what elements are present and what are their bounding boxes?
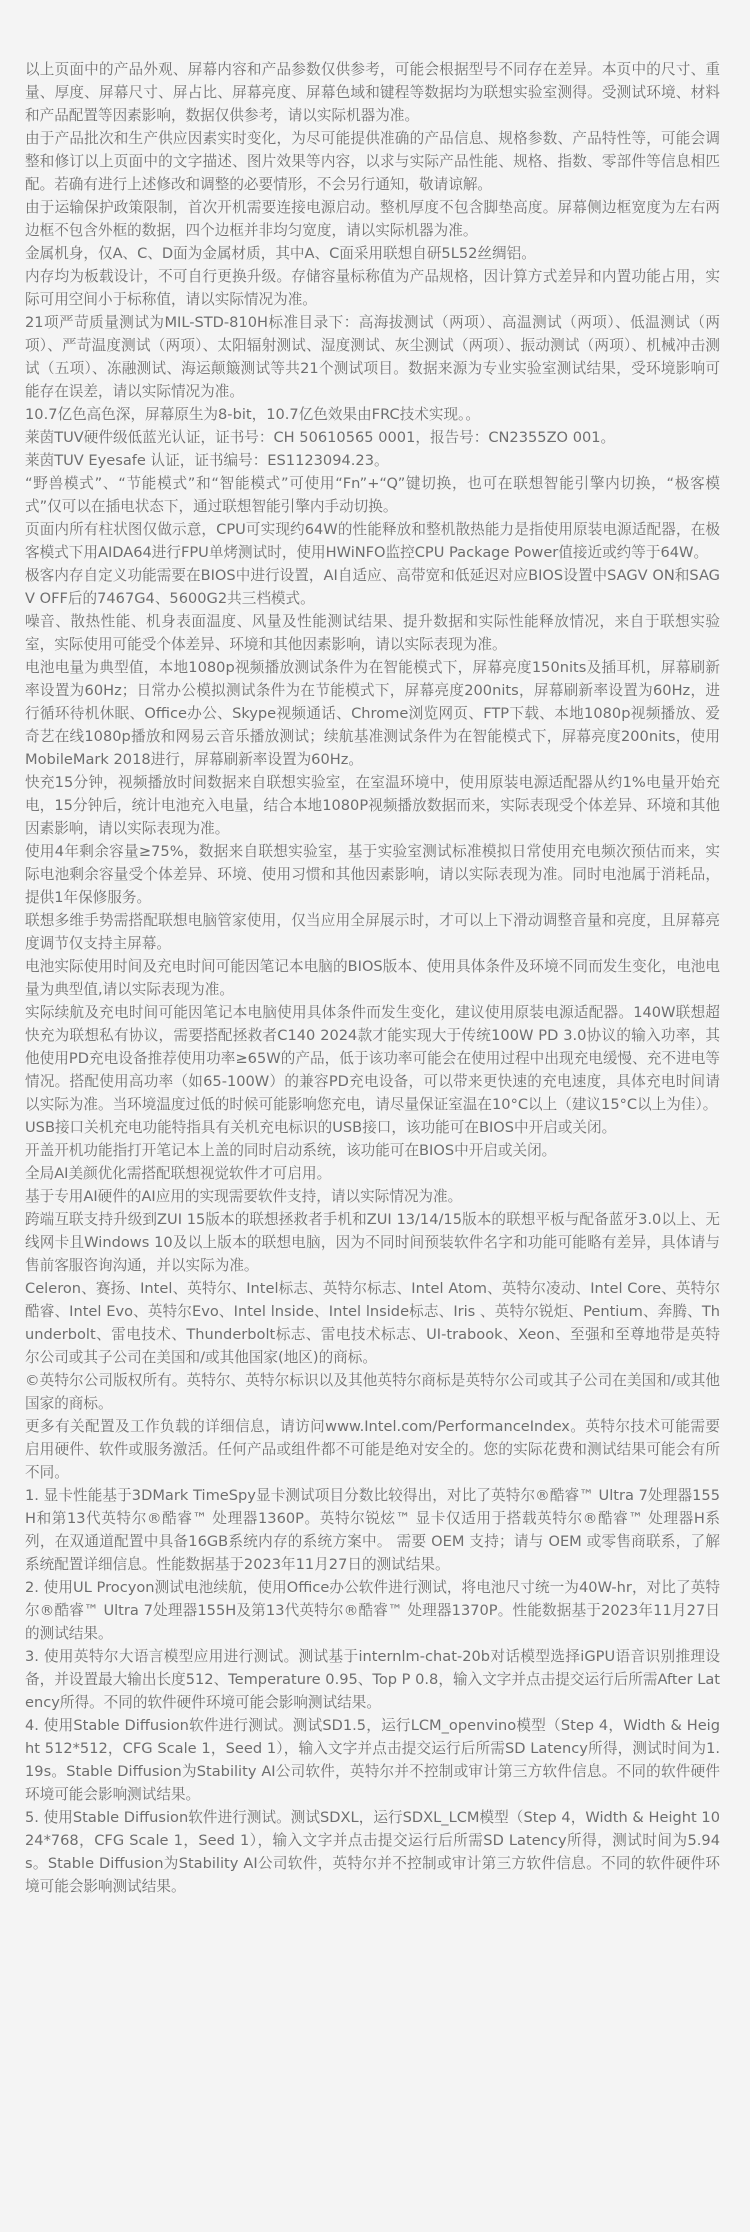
disclaimer-mil-std-tests: 21项严苛质量测试为MIL-STD-810H标准目录下：高海拔测试（两项）、高温测试（两项）、低温测试（两项）、严苛温度测试（两项）、太阳辐射测试、湿度测试、灰尘测试（两项）、振动测试（两项）、机械冲击测试（五项）、冻融测试、海运颠簸测试等共21个测试项目。数据来源为专业实验室测试结果，受环境影响可能存在误差，请以实际情况为准。	[25, 314, 720, 400]
disclaimer-intel-trademarks: Celeron、赛扬、Intel、英特尔、Intel标志、英特尔标志、Intel Atom、英特尔凌动、Intel Core、英特尔酷睿、Intel Evo、英特尔Evo、Intel lnside、Intel lnside标志、Iris 、英特尔锐炬、Pentium、奔腾、Thunderbolt、雷电技术、Thunderbolt标志、雷电技术标志、UI-trabook、Xeon、至强和至尊地带是英特尔公司或其子公司在美国和/或其他国家(地区)的商标。	[25, 1280, 720, 1366]
disclaimer-tuv-eyesafe: 莱茵TUV Eyesafe 认证，证书编号：ES1123094.23。	[25, 452, 389, 469]
disclaimer-lid-open-boot: 开盖开机功能指打开笔记本上盖的同时启动系统，该功能可在BIOS中开启或关闭。	[25, 1142, 557, 1159]
footnote-item: 4. 使用Stable Diffusion软件进行测试。测试SD1.5，运行LCM_openvino模型（Step 4，Width & Height 512*512，CFG Scale 1，Seed 1），输入文字并点击提交运行后所需SD Latency所得，测试时间为1.19s。Stable Diffusion为Stability AI公司软件，英特尔并不控制或审计第三方软件信息。不同的软件硬件环境可能会影响测试结果。	[25, 1717, 720, 1803]
footnote-item: 1. 显卡性能基于3DMark TimeSpy显卡测试项目分数比较得出，对比了英特尔®酷睿™ Ultra 7处理器155H和第13代英特尔®酷睿™ 处理器1360P。英特尔锐炫™ 显卡仅适用于搭载英特尔®酷睿™ 处理器H系列，在双通道配置中具备16GB系统内存的系统方案中。 需要 OEM 支持；请与 OEM 或零售商联系，了解系统配置详细信息。性能数据基于2023年11月27日的测试结果。	[25, 1487, 720, 1573]
disclaimer-charging-adapter: 实际续航及充电时间可能因笔记本电脑使用具体条件而发生变化，建议使用原装电源适配器。140W联想超快充为联想私有协议，需要搭配拯救者C140 2024款才能实现大于传统100W PD 3.0协议的输入功率，其他使用PD充电设备推荐使用功率≥65W的产品，低于该功率可能会在使用过程中出现充电缓慢、充不进电等情况。搭配使用高功率（如65-100W）的兼容PD充电设备，可以带来更快速的充电速度，具体充电时间请以实际为准。当环境温度过低的时候可能影响您充电，请尽量保证室温在10°C以上（建议15°C以上为佳）。	[25, 1004, 720, 1113]
disclaimer-battery-capacity: 使用4年剩余容量≥75%，数据来自联想实验室，基于实验室测试标准模拟日常使用充电频次预估而来，实际电池剩余容量受个体差异、环境、使用习惯和其他因素影响，请以实际表现为准。同时电池属于消耗品，提供1年保修服务。	[25, 843, 720, 906]
disclaimer-first-boot-power: 由于运输保护政策限制，首次开机需要连接电源启动。整机厚度不包含脚垫高度。屏幕侧边框宽度为左右两边框不包含外框的数据，四个边框并非均匀宽度，请以实际机器为准。	[25, 199, 720, 239]
footnote-item: 5. 使用Stable Diffusion软件进行测试。测试SDXL，运行SDXL_LCM模型（Step 4，Width & Height 1024*768，CFG Scale 1，Seed 1），输入文字并点击提交运行后所需SD Latency所得，测试时间为5.94s。Stable Diffusion为Stability AI公司软件，英特尔并不控制或审计第三方软件信息。不同的软件硬件环境可能会影响测试结果。	[25, 1809, 720, 1895]
disclaimer-noise-thermal: 噪音、散热性能、机身表面温度、风量及性能测试结果、提升数据和实际性能释放情况，来自于联想实验室，实际使用可能受个体差异、环境和其他因素影响，请以实际表现为准。	[25, 613, 720, 653]
disclaimer-cpu-power: 页面内所有柱状图仅做示意，CPU可实现约64W的性能释放和整机散热能力是指使用原装电源适配器，在极客模式下用AIDA64进行FPU单烤测试时，使用HWiNFO监控CPU Package Power值接近或约等于64W。	[25, 521, 720, 561]
disclaimer-cross-device: 跨端互联支持升级到ZUI 15版本的联想拯救者手机和ZUI 13/14/15版本的联想平板与配备蓝牙3.0以上、无线网卡且Windows 10及以上版本的联想电脑，因为不同时间预装软件名字和功能可能略有差异，具体请与售前客服咨询沟通，并以实际为准。	[25, 1211, 720, 1274]
disclaimer-ai-hardware: 基于专用AI硬件的AI应用的实现需要软件支持，请以实际情况为准。	[25, 1188, 463, 1205]
disclaimer-battery-time: 电池实际使用时间及充电时间可能因笔记本电脑的BIOS版本、使用具体条件及环境不同而发生变化，电池电量为典型值,请以实际表现为准。	[25, 958, 720, 998]
disclaimer-metal-body: 金属机身，仅A、C、D面为金属材质，其中A、C面采用联想自研5L52丝绸铝。	[25, 245, 536, 262]
footnote-item: 2. 使用UL Procyon测试电池续航，使用Office办公软件进行测试，将电池尺寸统一为40W-hr，对比了英特尔®酷睿™ Ultra 7处理器155H及第13代英特尔®酷睿™ 处理器1370P。性能数据基于2023年11月27日的测试结果。	[25, 1579, 720, 1642]
footnote-list	[25, 1484, 720, 1898]
disclaimer-fast-charge: 快充15分钟，视频播放时间数据来自联想实验室，在室温环境中，使用原装电源适配器从约1%电量开始充电，15分钟后，统计电池充入电量，结合本地1080P视频播放数据而来，实际表现受个体差异、环境和其他因素影响，请以实际表现为准。	[25, 774, 720, 837]
disclaimer-battery-tests: 电池电量为典型值，本地1080p视频播放测试条件为在智能模式下，屏幕亮度150nits及插耳机，屏幕刷新率设置为60Hz；日常办公模拟测试条件为在节能模式下，屏幕亮度200nits，屏幕刷新率设置为60Hz，进行循环待机休眠、Office办公、Skype视频通话、Chrome浏览网页、FTP下载、本地1080p视频播放、爱奇艺在线1080p播放和网易云音乐播放测试；续航基准测试条件为在智能模式下，屏幕亮度200nits，使用MobileMark 2018进行，屏幕刷新率设置为60Hz。	[25, 659, 720, 768]
disclaimer-gestures: 联想多维手势需搭配联想电脑管家使用，仅当应用全屏展示时，才可以上下滑动调整音量和亮度，且屏幕亮度调节仅支持主屏幕。	[25, 912, 720, 952]
disclaimer-usb-off-charge: USB接口关机充电功能特指具有关机充电标识的USB接口，该功能可在BIOS中开启或关闭。	[25, 1119, 617, 1136]
disclaimer-memory-storage: 内存均为板载设计，不可自行更换升级。存储容量标称值为产品规格，因计算方式差异和内置功能占用，实际可用空间小于标称值，请以实际情况为准。	[25, 268, 720, 308]
disclaimer-appearance-params: 以上页面中的产品外观、屏幕内容和产品参数仅供参考，可能会根据型号不同存在差异。本页中的尺寸、重量、厚度、屏幕尺寸、屏占比、屏幕亮度、屏幕色域和键程等数据均为联想实验室测得。受测试环境、材料和产品配置等因素影响，数据仅供参考，请以实际机器为准。	[25, 61, 720, 124]
disclaimer-performance-modes: “野兽模式”、“节能模式”和“智能模式”可使用“Fn”+“Q”键切换，也可在联想智能引擎内切换，“极客模式”仅可以在插电状态下，通过联想智能引擎内手动切换。	[25, 475, 720, 515]
disclaimer-list	[25, 58, 720, 1484]
disclaimer-intel-copyright: ©英特尔公司版权所有。英特尔、英特尔标识以及其他英特尔商标是英特尔公司或其子公司在美国和/或其他国家的商标。	[25, 1372, 720, 1412]
disclaimer-memory-custom: 极客内存自定义功能需要在BIOS中进行设置，AI自适应、高带宽和低延迟对应BIOS设置中SAGV ON和SAGV OFF后的7467G4、5600G2共三档模式。	[25, 567, 720, 607]
footnote-item: 3. 使用英特尔大语言模型应用进行测试。测试基于internlm-chat-20b对话模型选择iGPU语音识别推理设备，并设置最大输出长度512、Temperature 0.95、Top P 0.8，输入文字并点击提交运行后所需After Latency所得。不同的软件硬件环境可能会影响测试结果。	[25, 1648, 720, 1711]
disclaimer-tuv-low-blue-light: 莱茵TUV硬件级低蓝光认证，证书号：CH 50610565 0001，报告号：CN2355ZO 001。	[25, 429, 616, 446]
disclaimer-ai-beauty: 全局AI美颜优化需搭配联想视觉软件才可启用。	[25, 1165, 332, 1182]
disclaimer-content-adjustment: 由于产品批次和生产供应因素实时变化，为尽可能提供准确的产品信息、规格参数、产品特性等，可能会调整和修订以上页面中的文字描述、图片效果等内容，以求与实际产品性能、规格、指数、零部件等信息相匹配。若确有进行上述修改和调整的必要情形，不会另行通知，敬请谅解。	[25, 130, 720, 193]
disclaimer-intel-performance-index: 更多有关配置及工作负载的详细信息，请访问www.Intel.com/PerformanceIndex。英特尔技术可能需要启用硬件、软件或服务激活。任何产品或组件都不可能是绝对安全的。您的实际花费和测试结果可能会有所不同。	[25, 1418, 720, 1481]
disclaimer-color-depth: 10.7亿色高色深，屏幕原生为8-bit，10.7亿色效果由FRC技术实现。。	[25, 406, 480, 423]
